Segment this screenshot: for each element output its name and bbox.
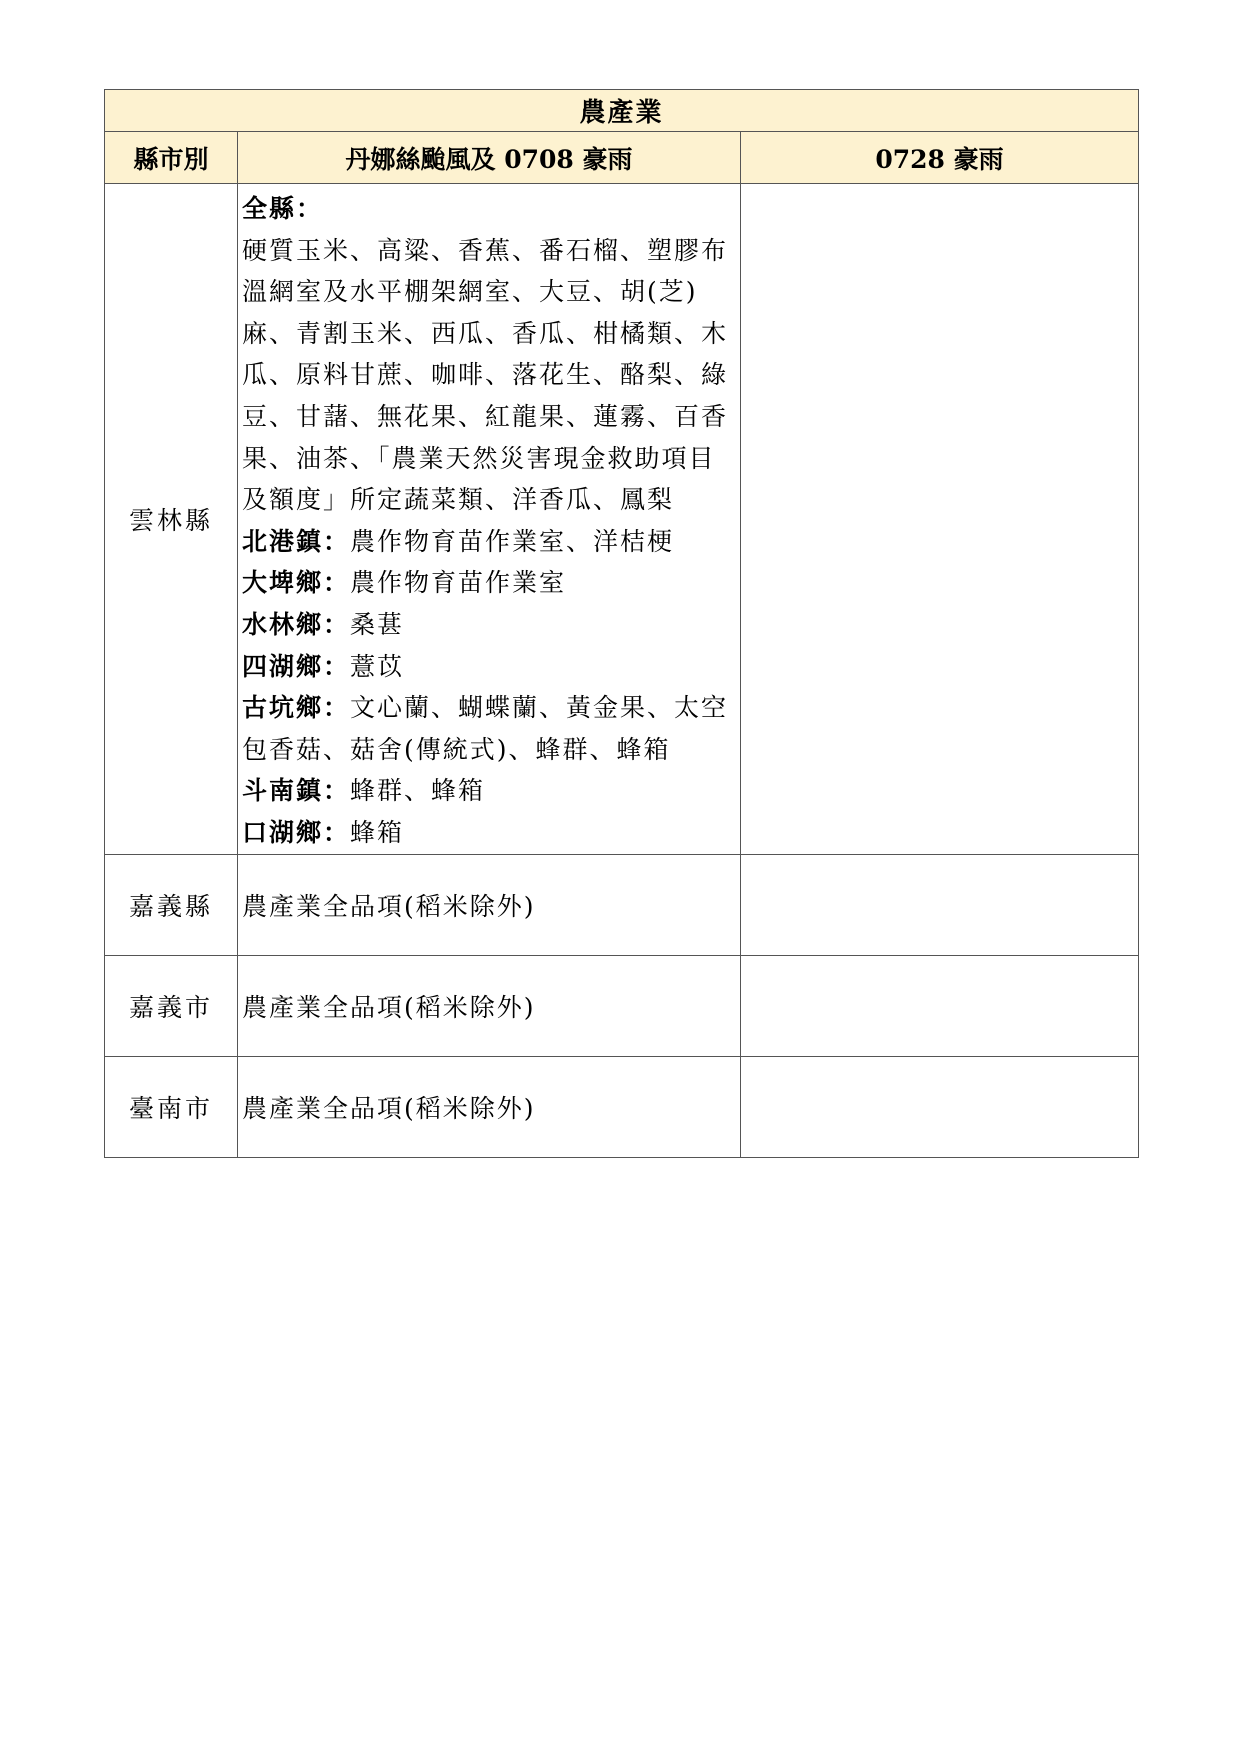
town-line [242, 604, 737, 646]
town-name: 四湖鄉： [242, 651, 351, 681]
town-items: 農作物育苗作業室、洋桔梗 [350, 526, 675, 556]
town-items: 桑葚 [350, 609, 405, 639]
event1-cell: 農產業全品項(稻米除外) [238, 854, 741, 955]
event2-cell [741, 184, 1139, 855]
event1-cell: 農產業全品項(稻米除外) [238, 1056, 741, 1157]
town-line [242, 521, 737, 563]
event2-cell [741, 854, 1139, 955]
table-row [105, 955, 1139, 1056]
event2-cell [741, 1056, 1139, 1157]
all-county-items: 硬質玉米、高粱、香蕉、番石榴、塑膠布溫網室及水平棚架網室、大豆、胡(芝)麻、青割玉米、西瓜、香瓜、柑橘類、木瓜、原料甘蔗、咖啡、落花生、酪梨、綠豆、甘藷、無花果、紅龍果、蓮霧、百香果、油茶、「農業天然災害現金救助項目及額度」所定蔬菜類、洋香瓜、鳳梨 [242, 235, 729, 515]
table-row [105, 854, 1139, 955]
town-line [242, 646, 737, 688]
county-cell: 嘉義縣 [105, 854, 238, 955]
town-items: 薏苡 [350, 651, 405, 681]
header-county: 縣市別 [105, 132, 238, 184]
town-items: 農作物育苗作業室 [350, 568, 567, 598]
table-row-yunlin [105, 184, 1139, 855]
header-event1: 丹娜絲颱風及 0708 豪雨 [238, 132, 741, 184]
all-county-label: 全縣： [242, 194, 324, 223]
town-name: 大埤鄉： [242, 568, 351, 598]
county-cell: 臺南市 [105, 1056, 238, 1157]
town-items: 蜂群、蜂箱 [350, 776, 486, 806]
yunlin-items-cell [238, 184, 741, 855]
county-cell: 嘉義市 [105, 955, 238, 1056]
town-name: 北港鎮： [242, 526, 351, 556]
town-items: 蜂箱 [350, 817, 405, 847]
agriculture-table [104, 89, 1139, 1158]
town-line [242, 562, 737, 604]
county-cell: 雲林縣 [105, 184, 238, 855]
town-line [242, 770, 737, 812]
town-items: 文心蘭、蝴蝶蘭、黃金果、太空包香菇、菇舍(傳統式)、蜂群、蜂箱 [242, 693, 729, 764]
event1-cell: 農產業全品項(稻米除外) [238, 955, 741, 1056]
town-line [242, 812, 737, 854]
town-name: 口湖鄉： [242, 817, 351, 847]
header-event2: 0728 豪雨 [741, 132, 1139, 184]
town-line [242, 687, 737, 770]
town-name: 古坑鄉： [242, 693, 351, 723]
table-title: 農產業 [105, 90, 1139, 132]
event2-cell [741, 955, 1139, 1056]
table-row [105, 1056, 1139, 1157]
town-name: 斗南鎮： [242, 776, 351, 806]
town-name: 水林鄉： [242, 609, 351, 639]
